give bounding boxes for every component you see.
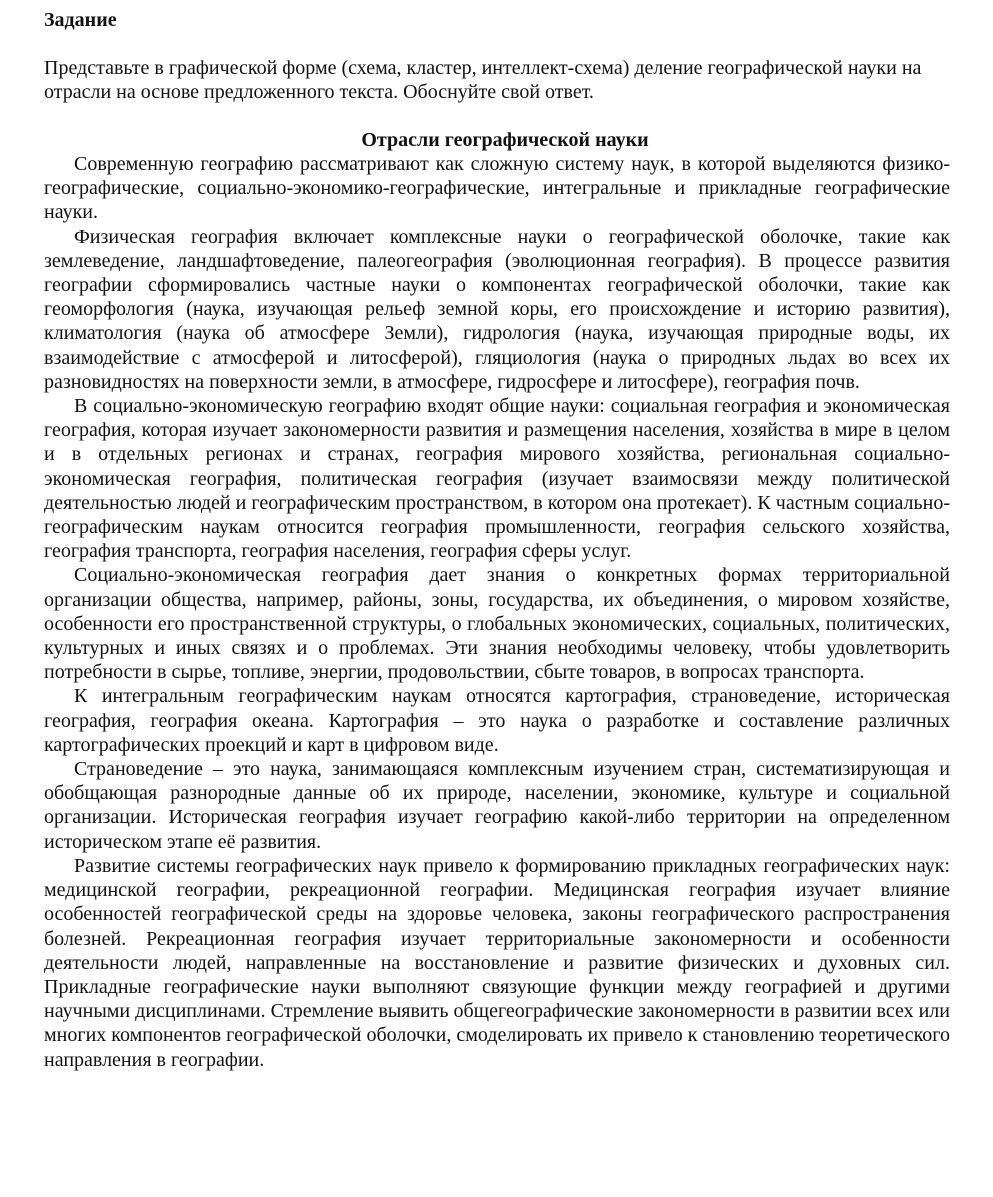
paragraph-applied-sciences: Развитие системы географических наук привело к формированию прикладных географических наук: медицинской географии, рекреационной географии. Медицинская география изучает влияние особенностей географической среды на здоровье человека, законы географического распространения болезней. Рекреационная география изучает территориальные закономерности и особенности деятельности людей, направленные на восстановление и развитие физических и духовных сил. Прикладные географические науки выполняют связующие функции между географией и другими научными дисциплинами. Стремление выявить общегеографические закономерности в развитии всех или многих компонентов географической оболочки, смоделировать их привело к становлению теоретического направления в географии. [44,854,950,1071]
document-page [44,8,950,1072]
paragraph-socio-economic-knowledge: Социально-экономическая география дает знания о конкретных формах территориальной организации общества, например, районы, зоны, государства, их объединения, о мировом хозяйстве, особенности его пространственной структуры, о глобальных экономических, социальных, политических, культурных и иных связях и о проблемах. Эти знания необходимы человеку, чтобы удовлетворить потребности в сырье, топливе, энергии, продовольствии, сбыте товаров, в вопросах транспорта. [44,564,950,684]
paragraph-country-studies: Страноведение – это наука, занимающаяся комплексным изучением стран, систематизирующая и обобщающая разнородные данные об их природе, населении, экономике, культуре и социальной организации. Историческая география изучает географию какой-либо территории на определенном историческом этапе её развития. [44,758,950,853]
article-title: Отрасли географической науки [361,129,649,151]
paragraph-socio-economic-geography: В социально-экономическую географию входят общие науки: социальная география и экономическая география, которая изучает закономерности развития и размещения населения, хозяйства в мире в целом и в отдельных регионах и странах, география мирового хозяйства, региональная социально-экономическая география, политическая география (изучает взаимосвязи между политической деятельностью людей и географическим пространством, в котором она протекает). К частным социально- географическим наукам относится география промышленности, география сельского хозяйства, география транспорта, география населения, география сферы услуг. [44,395,950,563]
paragraph-physical-geography: Физическая география включает комплексные науки о географической оболочке, такие как землеведение, ландшафтоведение, палеогеография (эволюционная география). В процессе развития географии сформировались частные науки о компонентах географической оболочки, такие как геоморфология (наука, изучающая рельеф земной коры, его происхождение и историю развития), климатология (наука об атмосфере Земли), гидрология (наука, изучающая природные воды, их взаимодействие с атмосферой и литосферой), гляциология (наука о природных льдах во всех их разновидностях на поверхности земли, в атмосфере, гидросфере и литосфере), география почв. [44,225,950,393]
task-text: Представьте в графической форме (схема, кластер, интеллект-схема) деление географической науки на отрасли на основе предложенного текста. Обоснуйте свой ответ. [44,57,922,103]
paragraph-integral-sciences: К интегральным географическим наукам относятся картография, страноведение, историческая география, география океана. Картография – это наука о разработке и составление различных картографических проекций и карт в цифровом виде. [44,685,950,756]
task-heading: Задание [44,9,117,31]
paragraph-intro: Современную географию рассматривают как сложную систему наук, в которой выделяются физико-географические, социально-экономико-географические, интегральные и прикладные географические науки. [44,153,950,224]
